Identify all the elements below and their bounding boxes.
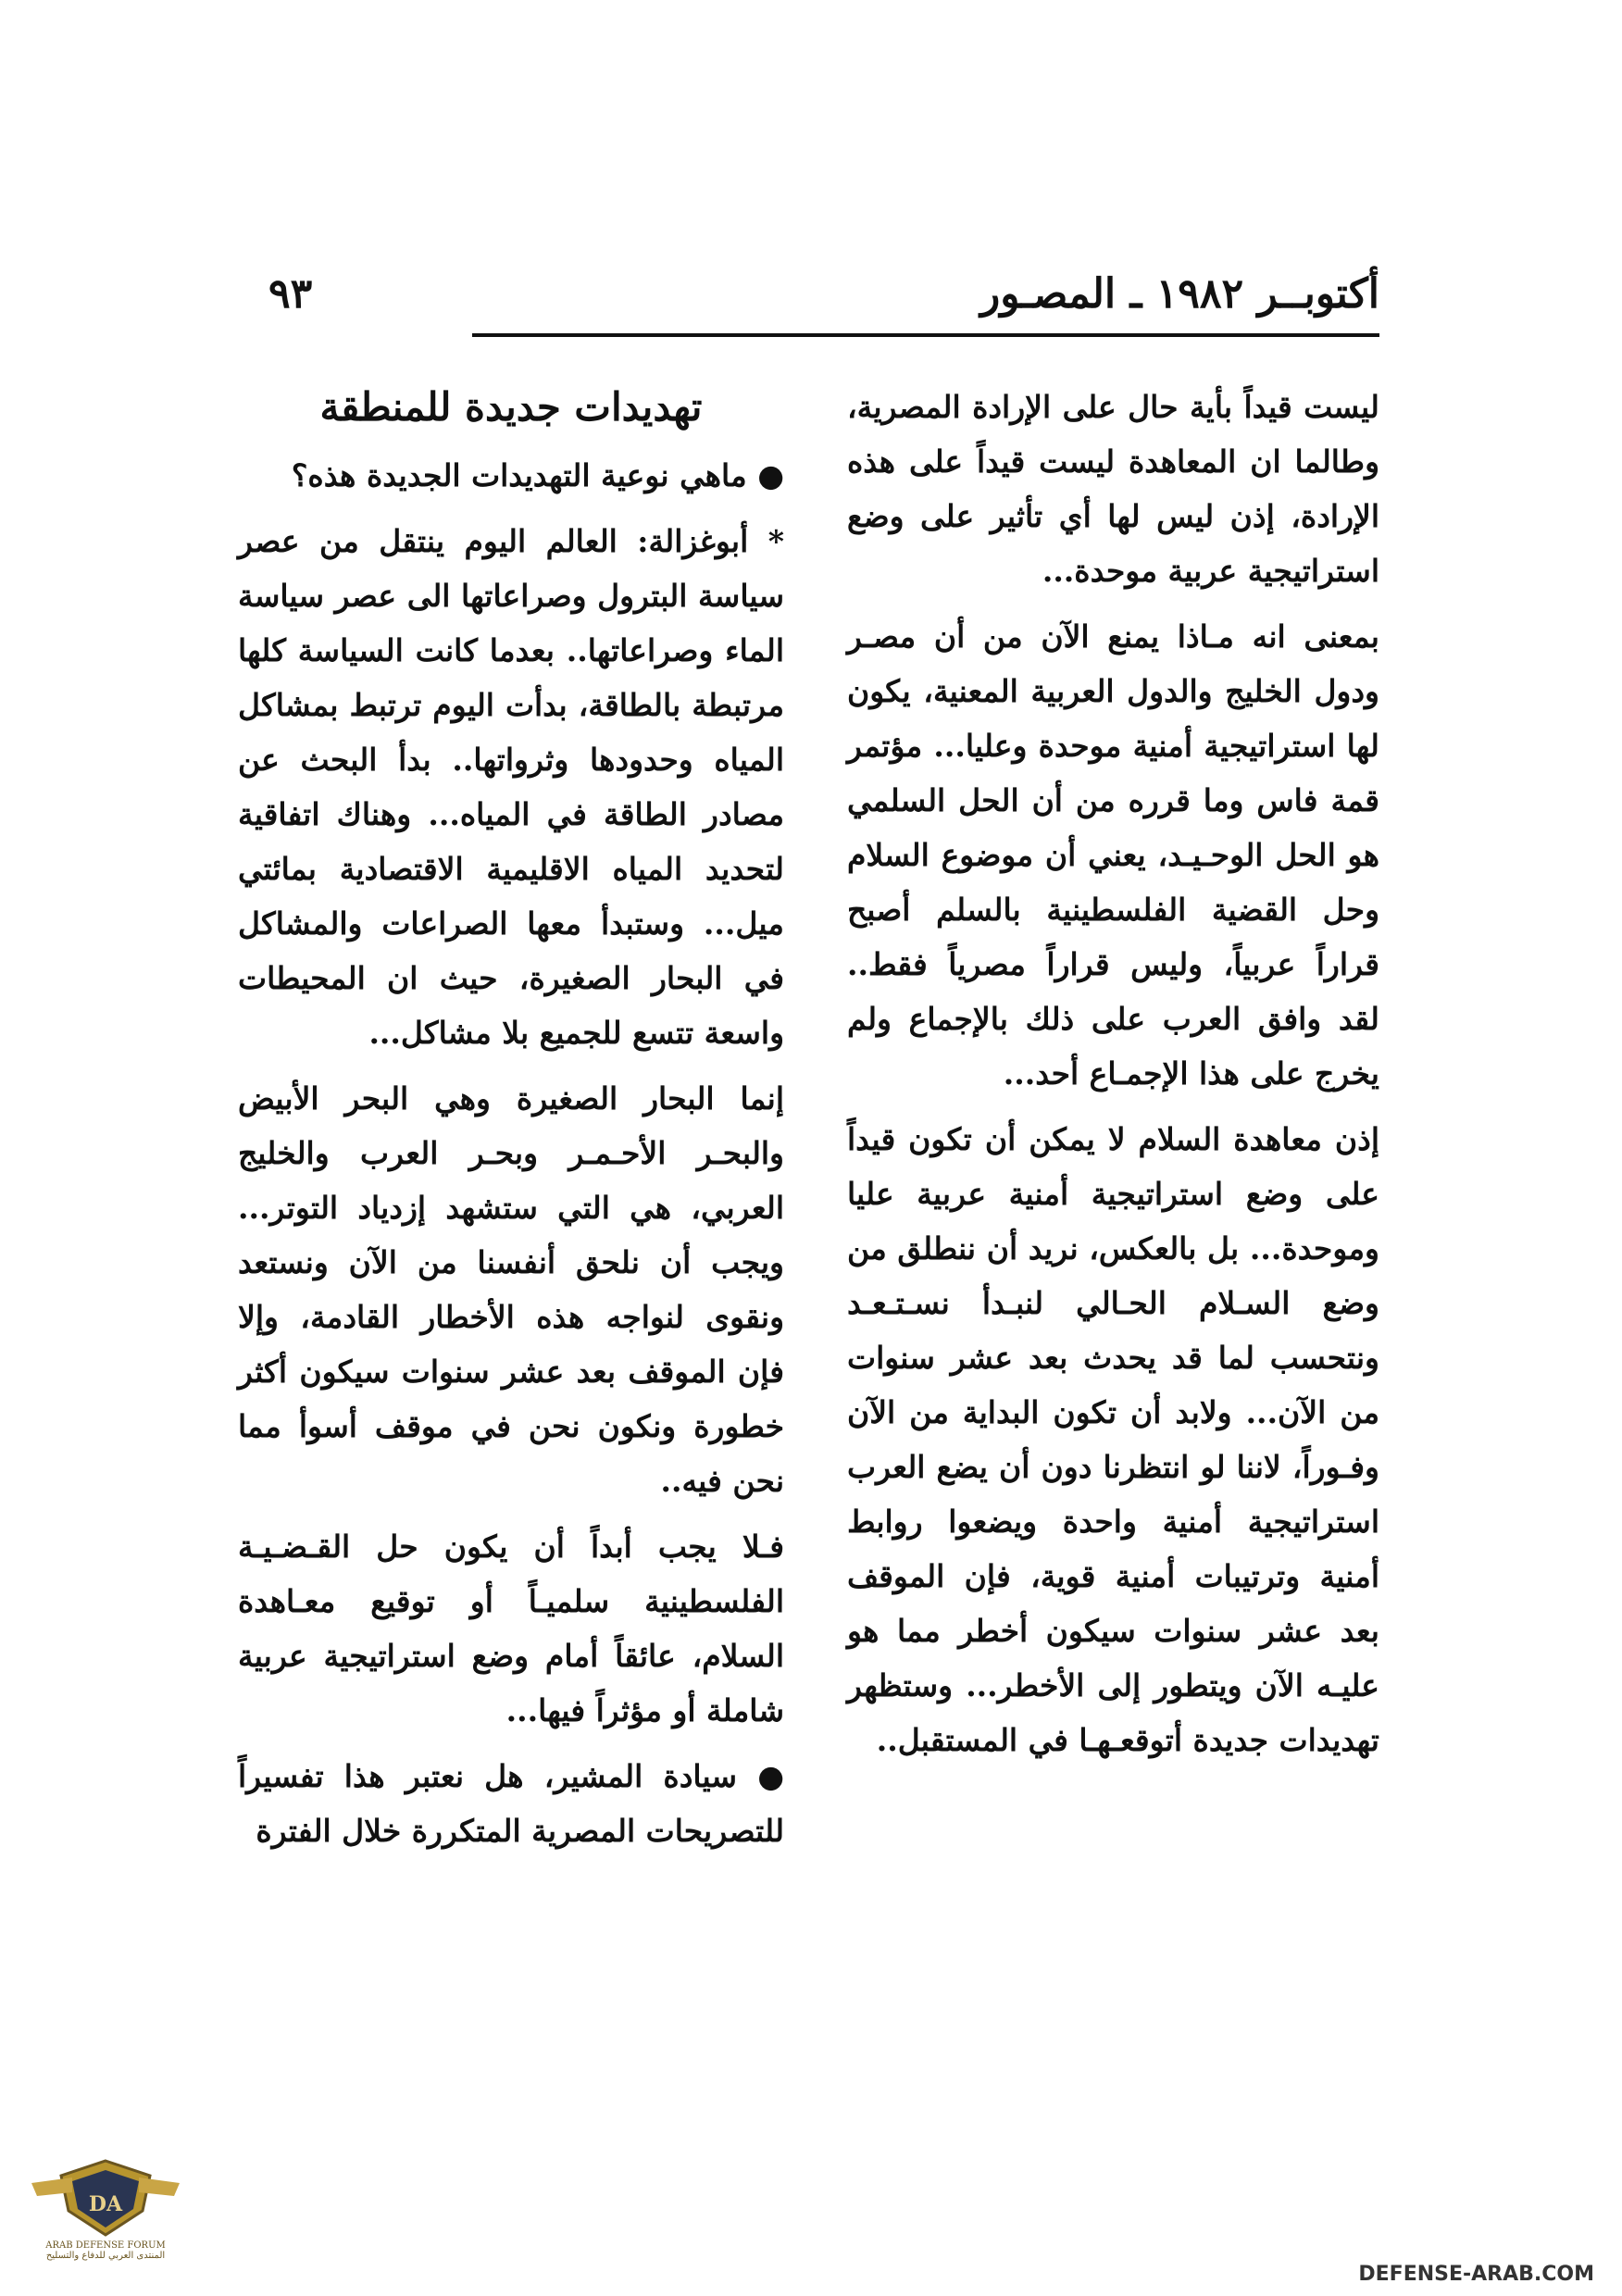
paragraph: فـلا يجب أبداً أن يكون حل القـضـيـة الفلسطينية سلميـاً أو توقيع معـاهدة السلام، عائقاً أمام وضع استراتيجية عربية شاملة أو مؤثراً فيها... (238, 1529, 784, 1728)
site-logo (31, 2155, 180, 2285)
paragraph: * أبوغزالة: العالم اليوم ينتقل من عصر سياسة البترول وصراعاتها الى عصر سياسة الماء وصراعاتها.. بعدما كانت السياسة كلها مرتبطة بالطاقة، بدأت اليوم ترتبط بمشاكل المياه وحدودها وثرواتها.. بدأ البحث عن مصادر الطاقة في المياه... وهناك اتفاقية لتحديد المياه الاقليمية الاقتصادية بمائتي ميل... وستبدأ معها الصراعات والمشاكل في البحار الصغيرة، حيث ان المحيطات واسعة تتسع للجميع بلا مشاكل... (238, 523, 784, 1051)
shield-icon (31, 2155, 180, 2240)
logo-brand-latin: ARAB DEFENSE FORUM (45, 2240, 166, 2251)
page-header (241, 270, 1379, 344)
paragraph: إنما البحار الصغيرة وهي البحر الأبيض والبحـر الأحـمـر وبحـر العرب والخليج العربي، هي التي ستشهد إزدياد التوتر... ويجب أن نلحق أنفسنا من الآن ونستعد ونقوى لنواجه هذه الأخطار القادمة، وإلا فإن الموقف بعد عشر سنوات سيكون أكثر خطورة ونكون نحن في موقف أسوأ مما نحن فيه.. (238, 1080, 784, 1499)
section-heading: تهديدات جديدة للمنطقة (319, 384, 703, 430)
paragraph: ليست قيداً بأية حال على الإرادة المصرية، وطالما ان المعاهدة ليست قيداً على هذه الإرادة، إذن ليس لها أي تأثير على وضع استراتيجية عربية موحدة... (847, 389, 1379, 589)
logo-brand (31, 2240, 180, 2261)
header-title: أكتوبــر ١٩٨٢ ـ المصـور (980, 270, 1379, 318)
paragraph: ● سيادة المشير، هل نعتبر هذا تفسيراً للتصريحات المصرية المتكررة خلال الفترة (238, 1758, 784, 1849)
header-rule (472, 333, 1379, 337)
paragraph: إذن معاهدة السلام لا يمكن أن تكون قيداً على وضع استراتيجية أمنية عربية عليا وموحدة... بل بالعكس، نريد أن ننطلق من وضع السـلام الحـالي لنبـدأ نسـتـعـد ونتحسب لما قد يحدث بعد عشر سنوات من الآن... ولابد أن تكون البداية من الآن وفـوراً، لاننا لو انتظرنا دون أن يضع العرب استراتيجية أمنية واحدة ويضعوا روابط أمنية وترتيبات أمنية قوية، فإن الموقف بعد عشر سنوات سيكون أخطر مما هو عليـه الآن ويتطور إلى الأخطر... وستظهر تهديدات جديدة أتوقعـهـا في المستقبل.. (847, 1121, 1379, 1758)
right-column (847, 380, 1379, 1778)
page-number: ٩٣ (268, 270, 313, 318)
paragraph: ● ماهي نوعية التهديدات الجديدة هذه؟ (291, 457, 784, 493)
logo-brand-arabic: المنتدى العربي للدفاع والتسليح (45, 2251, 166, 2261)
site-url: DEFENSE-ARAB.COM (1358, 2263, 1594, 2286)
left-column (238, 380, 784, 1869)
logo-letters: DA (88, 2192, 123, 2216)
paragraph: بمعنى انه مـاذا يمنع الآن من أن مصـر ودول الخليج والدول العربية المعنية، يكون لها استراتيجية أمنية موحدة وعليا... مؤتمر قمة فاس وما قرره من أن الحل السلمي هو الحل الوحـيـد، يعني أن موضوع السلام وحل القضية الفلسطينية بالسلم أصبح قراراً عربياً، وليس قراراً مصرياً فقط.. لقد وافق العرب على ذلك بالإجماع ولم يخرج على هذا الإجمـاع أحد... (847, 618, 1379, 1092)
